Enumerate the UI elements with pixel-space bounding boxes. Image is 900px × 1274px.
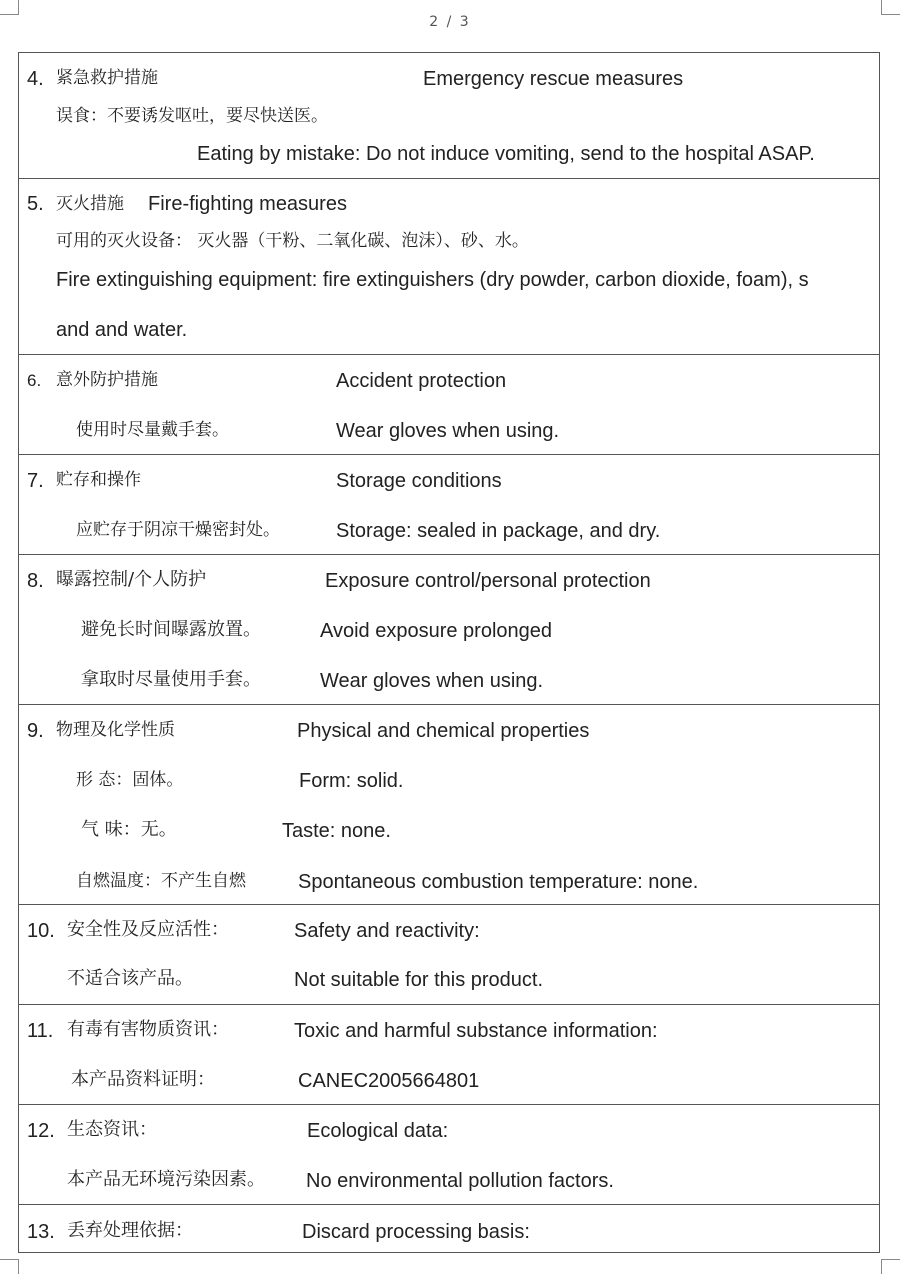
section-number: 7. <box>27 470 44 492</box>
section-title-cn: 曝露控制/个人防护 <box>56 569 207 590</box>
text-cn: 自燃温度：不产生自燃 <box>76 871 246 891</box>
section-title-cn: 有毒有害物质资讯： <box>67 1019 229 1040</box>
text-en: Spontaneous combustion temperature: none. <box>298 871 699 893</box>
section-5 <box>19 179 879 355</box>
section-6 <box>19 355 879 455</box>
text-en: Eating by mistake: Do not induce vomiting, send to the hospital ASAP. <box>197 143 815 165</box>
text-en: No environmental pollution factors. <box>306 1170 614 1192</box>
crop-mark-top-right <box>881 0 900 15</box>
section-4 <box>19 53 879 179</box>
section-number: 8. <box>27 570 44 592</box>
section-title-cn: 紧急救护措施 <box>56 68 158 88</box>
text-en: Wear gloves when using. <box>320 670 544 692</box>
crop-mark-bottom-left <box>0 1259 19 1274</box>
section-title-cn: 灭火措施 <box>56 194 124 214</box>
section-title-cn: 意外防护措施 <box>56 370 158 390</box>
text-en: Storage: sealed in package, and dry. <box>336 520 661 542</box>
section-13 <box>19 1205 879 1252</box>
document-table <box>18 52 880 1253</box>
section-11 <box>19 1005 879 1105</box>
section-number: 9. <box>27 720 44 742</box>
section-title-en: Safety and reactivity: <box>294 920 480 942</box>
section-title-en: Exposure control/personal protection <box>325 570 651 592</box>
section-7 <box>19 455 879 555</box>
text-cn: 避免长时间曝露放置。 <box>81 619 261 640</box>
section-number: 10. <box>27 920 55 942</box>
text-cn: 本产品无环境污染因素。 <box>67 1169 265 1190</box>
section-8 <box>19 555 879 705</box>
section-title-cn: 安全性及反应活性： <box>67 919 229 940</box>
section-title-cn: 贮存和操作 <box>56 470 141 490</box>
text-cn: 本产品资料证明： <box>71 1069 215 1090</box>
crop-mark-bottom-right <box>881 1259 900 1274</box>
section-9 <box>19 705 879 905</box>
text-cn: 应贮存于阴凉干燥密封处。 <box>76 520 280 540</box>
section-number: 4. <box>27 68 44 90</box>
text-en: Not suitable for this product. <box>294 969 544 991</box>
text-cn: 可用的灭火设备： 灭火器（干粉、二氧化碳、泡沫）、砂、水。 <box>56 231 529 251</box>
text-en-line-a: Fire extinguishing equipment: fire extinguishers (dry powder, carbon dioxide, foam), s <box>56 269 809 291</box>
section-number: 6. <box>27 371 42 390</box>
section-number: 12. <box>27 1120 55 1142</box>
text-en: Form: solid. <box>299 770 404 792</box>
section-title-cn: 物理及化学性质 <box>56 720 175 740</box>
text-en: Avoid exposure prolonged <box>320 620 553 642</box>
section-title-cn: 生态资讯： <box>67 1119 157 1140</box>
section-10 <box>19 905 879 1005</box>
section-title-en: Physical and chemical properties <box>297 720 590 742</box>
text-cn: 误食：不要诱发呕吐，要尽快送医。 <box>56 106 328 126</box>
text-cn: 拿取时尽量使用手套。 <box>81 669 261 690</box>
section-title-en: Fire-fighting measures <box>148 193 347 215</box>
text-cn: 使用时尽量戴手套。 <box>76 420 229 440</box>
section-number: 11. <box>27 1020 54 1042</box>
section-title-en: Accident protection <box>336 370 507 392</box>
section-title-en: Toxic and harmful substance information: <box>294 1020 658 1042</box>
text-cn: 气 味：无。 <box>81 819 177 840</box>
text-cn: 不适合该产品。 <box>67 968 193 989</box>
section-title-en: Emergency rescue measures <box>423 68 684 90</box>
section-number: 13. <box>27 1221 55 1243</box>
crop-mark-top-left <box>0 0 19 15</box>
certificate-number: CANEC2005664801 <box>298 1070 480 1092</box>
text-en-line-b: and and water. <box>56 319 188 341</box>
section-title-en: Storage conditions <box>336 470 502 492</box>
page-indicator: 2 / 3 <box>429 14 471 30</box>
text-en: Taste: none. <box>282 820 391 842</box>
section-title-cn: 丢弃处理依据： <box>67 1220 193 1241</box>
section-12 <box>19 1105 879 1205</box>
section-number: 5. <box>27 193 44 215</box>
section-title-en: Discard processing basis: <box>302 1221 530 1243</box>
text-en: Wear gloves when using. <box>336 420 560 442</box>
text-cn: 形 态：固体。 <box>76 770 184 790</box>
section-title-en: Ecological data: <box>307 1120 449 1142</box>
